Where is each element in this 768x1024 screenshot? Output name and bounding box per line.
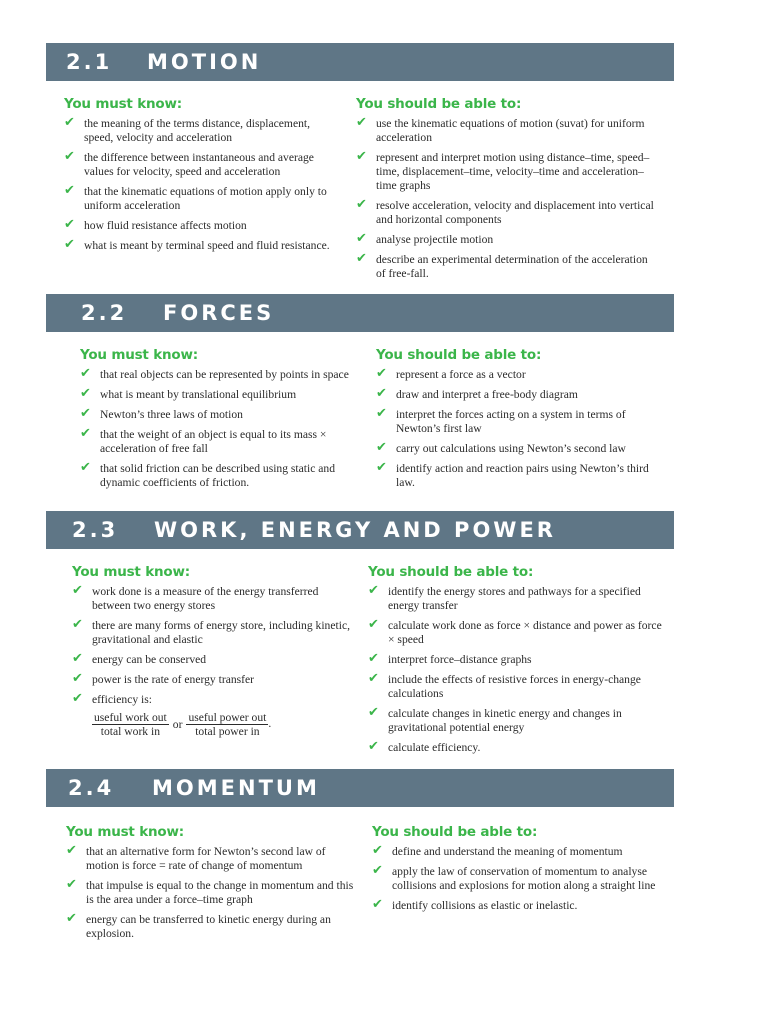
section-number: 2.4	[68, 776, 115, 800]
check-icon: ✔	[72, 583, 83, 598]
must-know-list	[64, 117, 334, 253]
able-to-list	[376, 368, 666, 490]
list-item: ✔ that impulse is equal to the change in momentum and this is the area under a force–time graph	[66, 877, 354, 906]
list-item: ✔ how fluid resistance affects motion	[64, 217, 247, 232]
must-know-column	[80, 346, 350, 496]
list-item: ✔ power is the rate of energy transfer	[72, 671, 255, 686]
list-item: ✔ analyse projectile motion	[356, 231, 494, 246]
check-icon: ✔	[64, 217, 75, 232]
list-item: ✔ interpret the forces acting on a system in terms of Newton’s first law	[376, 406, 626, 435]
must-know-heading: You must know:	[72, 564, 190, 580]
list-item: ✔ identify action and reaction pairs using Newton’s third law.	[376, 460, 649, 489]
section-number: 2.2	[81, 301, 128, 325]
able-to-heading: You should be able to:	[368, 564, 534, 580]
list-item: ✔ carry out calculations using Newton’s second law	[376, 440, 626, 455]
section-number: 2.3	[72, 518, 119, 542]
able-to-list	[368, 585, 668, 755]
list-item: ✔ the difference between instantaneous and average values for velocity, speed and acceleration	[64, 149, 314, 178]
check-icon: ✔	[376, 386, 387, 401]
check-icon: ✔	[80, 426, 91, 441]
check-icon: ✔	[64, 115, 75, 130]
list-item: ✔ identify collisions as elastic or inelastic.	[372, 897, 578, 912]
check-icon: ✔	[66, 843, 77, 858]
check-icon: ✔	[372, 897, 383, 912]
must-know-heading: You must know:	[66, 824, 184, 840]
list-item: ✔ work done is a measure of the energy transferred between two energy stores	[72, 583, 319, 612]
list-item: ✔ calculate work done as force × distance and power as force × speed	[368, 617, 662, 646]
list-item: ✔ describe an experimental determination of the acceleration of free-fall.	[356, 251, 648, 280]
check-icon: ✔	[356, 197, 367, 212]
check-icon: ✔	[372, 843, 383, 858]
check-icon: ✔	[80, 460, 91, 475]
section-title: WORK, ENERGY AND POWER	[154, 518, 556, 542]
able-to-column	[376, 346, 666, 496]
able-to-column	[368, 563, 668, 761]
section-title: FORCES	[163, 301, 275, 325]
check-icon: ✔	[72, 651, 83, 666]
check-icon: ✔	[80, 406, 91, 421]
section-banner	[46, 294, 674, 332]
section-banner	[46, 43, 674, 81]
section-banner	[46, 769, 674, 807]
check-icon: ✔	[356, 149, 367, 164]
able-to-list	[356, 117, 656, 281]
section-title: MOMENTUM	[152, 776, 320, 800]
list-item: ✔ identify the energy stores and pathways for a specified energy transfer	[368, 583, 641, 612]
must-know-list	[66, 845, 356, 941]
check-icon: ✔	[80, 366, 91, 381]
check-icon: ✔	[376, 460, 387, 475]
check-icon: ✔	[72, 617, 83, 632]
section-title: MOTION	[147, 50, 262, 74]
check-icon: ✔	[72, 691, 83, 706]
check-icon: ✔	[376, 366, 387, 381]
must-know-heading: You must know:	[64, 96, 182, 112]
list-item: ✔ that the weight of an object is equal to its mass × acceleration of free fall	[80, 426, 327, 455]
able-to-list	[372, 845, 662, 913]
able-to-heading: You should be able to:	[376, 347, 542, 363]
able-to-heading: You should be able to:	[372, 824, 538, 840]
must-know-list	[72, 585, 352, 740]
check-icon: ✔	[66, 911, 77, 926]
section-number: 2.1	[66, 50, 113, 74]
list-item: ✔ apply the law of conservation of momentum to analyse collisions and explosions for motion along a straight line	[372, 863, 656, 892]
check-icon: ✔	[372, 863, 383, 878]
check-icon: ✔	[64, 237, 75, 252]
list-item: ✔ represent and interpret motion using distance–time, speed–time, displacement–time, velocity–time and acceleration–time graphs	[356, 149, 650, 192]
list-item: ✔ energy can be conserved	[72, 651, 207, 666]
list-item: ✔ define and understand the meaning of momentum	[372, 843, 623, 858]
check-icon: ✔	[356, 251, 367, 266]
check-icon: ✔	[66, 877, 77, 892]
check-icon: ✔	[356, 231, 367, 246]
must-know-column	[66, 823, 356, 947]
must-know-column	[64, 95, 334, 259]
list-item: ✔ that real objects can be represented by points in space	[80, 366, 349, 381]
check-icon: ✔	[376, 406, 387, 421]
list-item: ✔ draw and interpret a free-body diagram	[376, 386, 578, 401]
check-icon: ✔	[64, 183, 75, 198]
list-item: ✔ calculate efficiency.	[368, 739, 481, 754]
list-item: ✔ include the effects of resistive forces in energy-change calculations	[368, 671, 641, 700]
check-icon: ✔	[368, 617, 379, 632]
efficiency-formula: $\frac{\text{useful work out}}{\text{total work in}}$ or $\frac{\text{useful power out}}{\text{total power in}}$ .	[94, 711, 272, 738]
list-item: ✔ what is meant by terminal speed and fluid resistance.	[64, 237, 330, 252]
must-know-list	[80, 368, 350, 490]
list-item: ✔ resolve acceleration, velocity and displacement into vertical and horizontal components	[356, 197, 654, 226]
able-to-heading: You should be able to:	[356, 96, 522, 112]
power-fraction: $\frac{\text{useful power out}}{\text{total power in}}$	[188, 711, 267, 738]
check-icon: ✔	[368, 671, 379, 686]
check-icon: ✔	[80, 386, 91, 401]
check-icon: ✔	[368, 739, 379, 754]
list-item: ✔ what is meant by translational equilibrium	[80, 386, 297, 401]
list-item: ✔ that solid friction can be described using static and dynamic coefficients of friction.	[80, 460, 336, 489]
section-banner	[46, 511, 674, 549]
check-icon: ✔	[376, 440, 387, 455]
check-icon: ✔	[368, 705, 379, 720]
list-item: ✔ use the kinematic equations of motion (suvat) for uniform acceleration	[356, 115, 645, 144]
list-item: ✔ calculate changes in kinetic energy and changes in gravitational potential energy	[368, 705, 622, 734]
list-item: ✔ interpret force–distance graphs	[368, 651, 532, 666]
list-item: ✔ that an alternative form for Newton’s second law of motion is force = rate of change of momentum	[66, 843, 326, 872]
list-item: ✔ energy can be transferred to kinetic energy during an explosion.	[66, 911, 331, 940]
able-to-column	[356, 95, 656, 287]
check-icon: ✔	[368, 583, 379, 598]
check-icon: ✔	[368, 651, 379, 666]
list-item: ✔ the meaning of the terms distance, displacement, speed, velocity and acceleration	[64, 115, 311, 144]
list-item: ✔ that the kinematic equations of motion apply only to uniform acceleration	[64, 183, 327, 212]
able-to-column	[372, 823, 662, 919]
list-item: ✔ there are many forms of energy store, including kinetic, gravitational and elastic	[72, 617, 350, 646]
list-item: ✔ efficiency is: $\frac{\text{useful work out}}{\text{total work in}}$ or $\frac{\text{useful power out}}{\text{total power in}}$ .	[72, 693, 352, 740]
must-know-column	[72, 563, 352, 746]
check-icon: ✔	[356, 115, 367, 130]
check-icon: ✔	[72, 671, 83, 686]
check-icon: ✔	[64, 149, 75, 164]
must-know-heading: You must know:	[80, 347, 198, 363]
list-item: ✔ represent a force as a vector	[376, 366, 526, 381]
list-item: ✔ Newton’s three laws of motion	[80, 406, 243, 421]
work-fraction: $\frac{\text{useful work out}}{\text{total work in}}$	[94, 711, 167, 738]
